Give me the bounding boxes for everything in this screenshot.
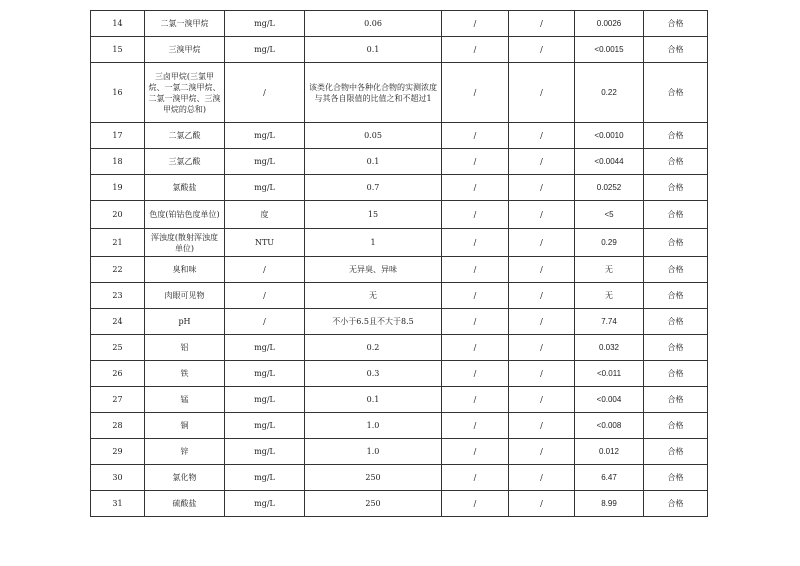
row-number: 21 [91,229,145,257]
unit: mg/L [225,439,305,465]
verdict: 合格 [644,11,708,37]
table-row [91,229,708,257]
table-row [91,309,708,335]
placeholder-cell: / [442,361,509,387]
placeholder-cell: / [442,257,509,283]
placeholder-cell: / [509,439,575,465]
row-number: 19 [91,175,145,201]
unit: / [225,283,305,309]
row-number: 25 [91,335,145,361]
row-number: 30 [91,465,145,491]
row-number: 31 [91,491,145,517]
placeholder-cell: / [442,413,509,439]
result-value: 7.74 [575,309,644,335]
table-row [91,37,708,63]
result-value: <0.008 [575,413,644,439]
test-item: 二氯一溴甲烷 [145,11,225,37]
verdict: 合格 [644,37,708,63]
table-row [91,283,708,309]
placeholder-cell: / [509,309,575,335]
test-item: 三卤甲烷(三氯甲烷、一氯二溴甲烷、二氯一溴甲烷、三溴甲烷的总和) [145,63,225,123]
unit: / [225,257,305,283]
result-value: 无 [575,283,644,309]
placeholder-cell: / [509,283,575,309]
placeholder-cell: / [509,491,575,517]
verdict: 合格 [644,439,708,465]
unit: mg/L [225,335,305,361]
table-row [91,465,708,491]
placeholder-cell: / [509,229,575,257]
unit: mg/L [225,387,305,413]
limit-value: 0.1 [305,37,442,63]
test-item: 二氯乙酸 [145,123,225,149]
verdict: 合格 [644,229,708,257]
verdict: 合格 [644,387,708,413]
result-value: <0.004 [575,387,644,413]
verdict: 合格 [644,257,708,283]
placeholder-cell: / [442,439,509,465]
result-value: 6.47 [575,465,644,491]
row-number: 17 [91,123,145,149]
unit: mg/L [225,361,305,387]
row-number: 14 [91,11,145,37]
verdict: 合格 [644,465,708,491]
result-value: 0.29 [575,229,644,257]
test-item: 锰 [145,387,225,413]
result-value: 0.22 [575,63,644,123]
placeholder-cell: / [442,175,509,201]
result-value: 无 [575,257,644,283]
test-results-table [90,10,708,517]
limit-value: 15 [305,201,442,229]
row-number: 29 [91,439,145,465]
limit-value: 1.0 [305,439,442,465]
limit-value: 0.05 [305,123,442,149]
row-number: 27 [91,387,145,413]
row-number: 26 [91,361,145,387]
result-value: <0.0015 [575,37,644,63]
result-value: <0.0010 [575,123,644,149]
table-row [91,491,708,517]
placeholder-cell: / [442,11,509,37]
limit-value: 无异臭、异味 [305,257,442,283]
result-value: 0.0026 [575,11,644,37]
test-item: pH [145,309,225,335]
unit: mg/L [225,491,305,517]
row-number: 20 [91,201,145,229]
unit: / [225,63,305,123]
limit-value: 0.1 [305,149,442,175]
table-row [91,149,708,175]
table-row [91,335,708,361]
placeholder-cell: / [442,491,509,517]
row-number: 24 [91,309,145,335]
test-item: 浑浊度(散射浑浊度单位) [145,229,225,257]
limit-value: 1 [305,229,442,257]
test-item: 色度(铂钴色度单位) [145,201,225,229]
placeholder-cell: / [509,123,575,149]
verdict: 合格 [644,491,708,517]
placeholder-cell: / [509,149,575,175]
placeholder-cell: / [509,465,575,491]
limit-value: 无 [305,283,442,309]
limit-value: 250 [305,491,442,517]
verdict: 合格 [644,123,708,149]
limit-value: 0.1 [305,387,442,413]
table-row [91,257,708,283]
limit-value: 不小于6.5且不大于8.5 [305,309,442,335]
placeholder-cell: / [509,11,575,37]
placeholder-cell: / [442,309,509,335]
placeholder-cell: / [509,63,575,123]
row-number: 18 [91,149,145,175]
row-number: 16 [91,63,145,123]
limit-value: 0.3 [305,361,442,387]
placeholder-cell: / [442,149,509,175]
result-value: 0.012 [575,439,644,465]
placeholder-cell: / [509,201,575,229]
placeholder-cell: / [509,335,575,361]
result-value: 8.99 [575,491,644,517]
unit: mg/L [225,465,305,491]
table-row [91,413,708,439]
table-row [91,201,708,229]
placeholder-cell: / [442,63,509,123]
row-number: 15 [91,37,145,63]
test-item: 铜 [145,413,225,439]
row-number: 22 [91,257,145,283]
test-item: 三溴甲烷 [145,37,225,63]
result-value: 0.032 [575,335,644,361]
table-body [91,11,708,517]
table-row [91,439,708,465]
result-value: <5 [575,201,644,229]
placeholder-cell: / [509,37,575,63]
test-item: 铝 [145,335,225,361]
test-item: 硫酸盐 [145,491,225,517]
placeholder-cell: / [442,123,509,149]
placeholder-cell: / [442,229,509,257]
placeholder-cell: / [509,413,575,439]
verdict: 合格 [644,283,708,309]
placeholder-cell: / [509,257,575,283]
limit-value: 0.2 [305,335,442,361]
verdict: 合格 [644,149,708,175]
table-row [91,123,708,149]
verdict: 合格 [644,309,708,335]
limit-value: 250 [305,465,442,491]
unit: mg/L [225,11,305,37]
test-item: 肉眼可见物 [145,283,225,309]
table-row [91,361,708,387]
unit: mg/L [225,175,305,201]
table-row [91,387,708,413]
limit-value: 0.06 [305,11,442,37]
unit: mg/L [225,37,305,63]
result-value: <0.0044 [575,149,644,175]
unit: mg/L [225,149,305,175]
verdict: 合格 [644,335,708,361]
verdict: 合格 [644,201,708,229]
unit: NTU [225,229,305,257]
placeholder-cell: / [509,175,575,201]
test-item: 氯酸盐 [145,175,225,201]
placeholder-cell: / [442,335,509,361]
row-number: 28 [91,413,145,439]
verdict: 合格 [644,175,708,201]
test-item: 铁 [145,361,225,387]
test-item: 氯化物 [145,465,225,491]
placeholder-cell: / [442,283,509,309]
unit: / [225,309,305,335]
placeholder-cell: / [442,201,509,229]
table-row [91,63,708,123]
placeholder-cell: / [509,387,575,413]
table-row [91,175,708,201]
limit-value: 1.0 [305,413,442,439]
verdict: 合格 [644,413,708,439]
verdict: 合格 [644,63,708,123]
limit-value: 0.7 [305,175,442,201]
verdict: 合格 [644,361,708,387]
placeholder-cell: / [509,361,575,387]
placeholder-cell: / [442,465,509,491]
unit: mg/L [225,413,305,439]
limit-value: 该类化合物中各种化合物的实测浓度与其各自限值的比值之和不超过1 [305,63,442,123]
result-value: <0.011 [575,361,644,387]
unit: 度 [225,201,305,229]
test-item: 三氯乙酸 [145,149,225,175]
row-number: 23 [91,283,145,309]
placeholder-cell: / [442,37,509,63]
table-row [91,11,708,37]
unit: mg/L [225,123,305,149]
placeholder-cell: / [442,387,509,413]
result-value: 0.0252 [575,175,644,201]
test-item: 臭和味 [145,257,225,283]
test-item: 锌 [145,439,225,465]
